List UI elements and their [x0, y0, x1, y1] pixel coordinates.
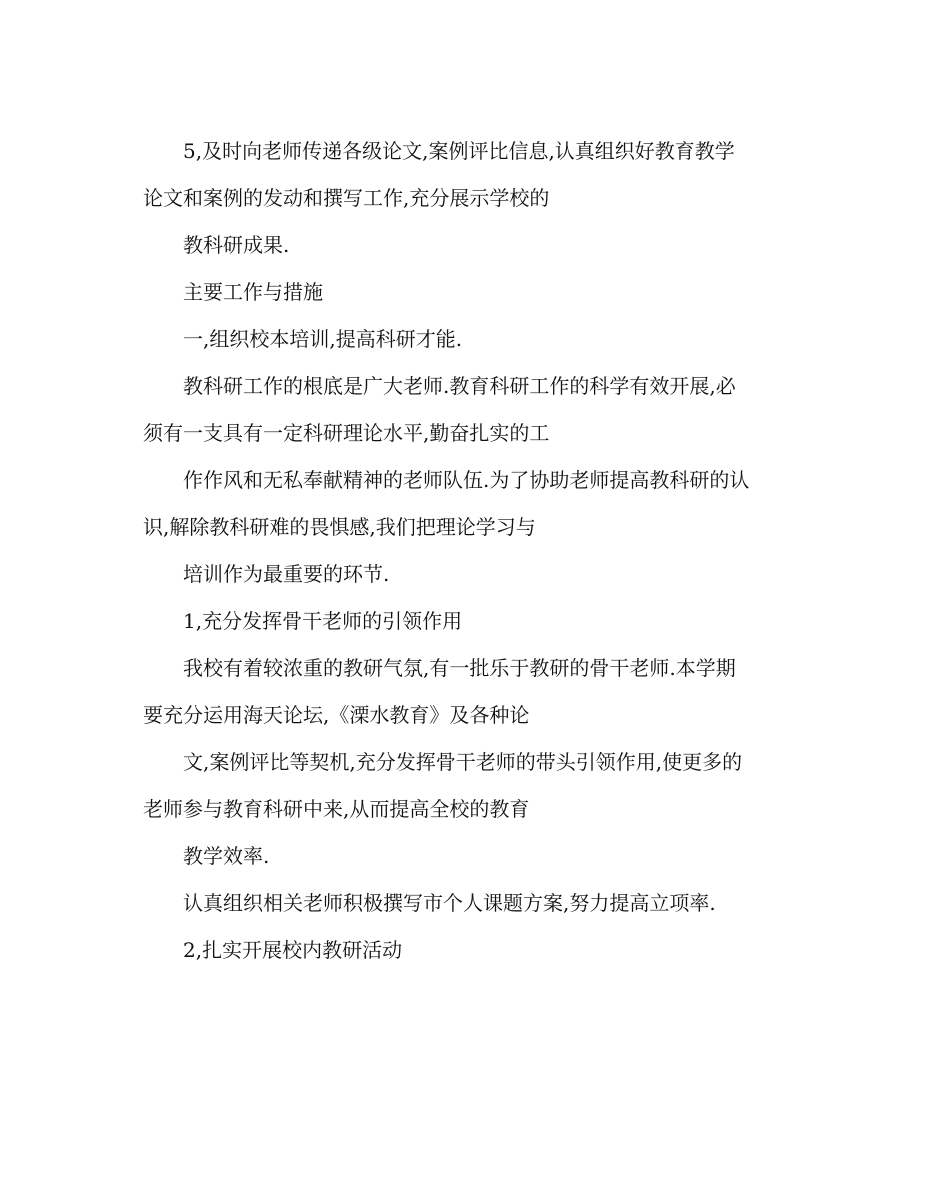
paragraph-line: 认真组织相关老师积极撰写市个人课题方案,努力提高立项率.	[183, 891, 716, 915]
section-heading	[143, 269, 808, 316]
paragraph-line: 教科研成果.	[183, 233, 290, 257]
paragraph-line: 要充分运用海天论坛,《溧水教育》及各种论	[143, 703, 530, 727]
paragraph-line: 2,扎实开展校内教研活动	[183, 938, 403, 962]
section-heading	[143, 316, 808, 363]
document-body	[143, 128, 808, 974]
paragraph-line: 我校有着较浓重的教研气氛,有一批乐于教研的骨干老师.本学期	[183, 656, 736, 680]
paragraph	[143, 222, 808, 269]
paragraph	[143, 457, 808, 551]
paragraph-line: 作作风和无私奉献精神的老师队伍.为了协助老师提高教科研的认	[183, 468, 750, 492]
paragraph-line: 5,及时向老师传递各级论文,案例评比信息,认真组织好教育教学	[183, 139, 735, 163]
paragraph	[143, 880, 808, 927]
paragraph-line: 主要工作与措施	[183, 280, 323, 304]
section-heading	[143, 598, 808, 645]
section-heading	[143, 927, 808, 974]
paragraph	[143, 363, 808, 457]
paragraph-line: 须有一支具有一定科研理论水平,勤奋扎实的工	[143, 421, 550, 445]
paragraph	[143, 833, 808, 880]
paragraph-line: 教科研工作的根底是广大老师.教育科研工作的科学有效开展,必	[183, 374, 736, 398]
paragraph-line: 培训作为最重要的环节.	[183, 562, 390, 586]
paragraph	[143, 128, 808, 222]
paragraph	[143, 551, 808, 598]
paragraph-line: 一,组织校本培训,提高科研才能.	[183, 327, 463, 351]
paragraph	[143, 645, 808, 739]
paragraph-line: 文,案例评比等契机,充分发挥骨干老师的带头引领作用,使更多的	[183, 750, 743, 774]
paragraph	[143, 739, 808, 833]
paragraph-line: 识,解除教科研难的畏惧感,我们把理论学习与	[143, 515, 536, 539]
paragraph-line: 教学效率.	[183, 844, 270, 868]
paragraph-line: 1,充分发挥骨干老师的引领作用	[183, 609, 463, 633]
paragraph-line: 论文和案例的发动和撰写工作,充分展示学校的	[143, 186, 550, 210]
paragraph-line: 老师参与教育科研中来,从而提高全校的教育	[143, 797, 530, 821]
